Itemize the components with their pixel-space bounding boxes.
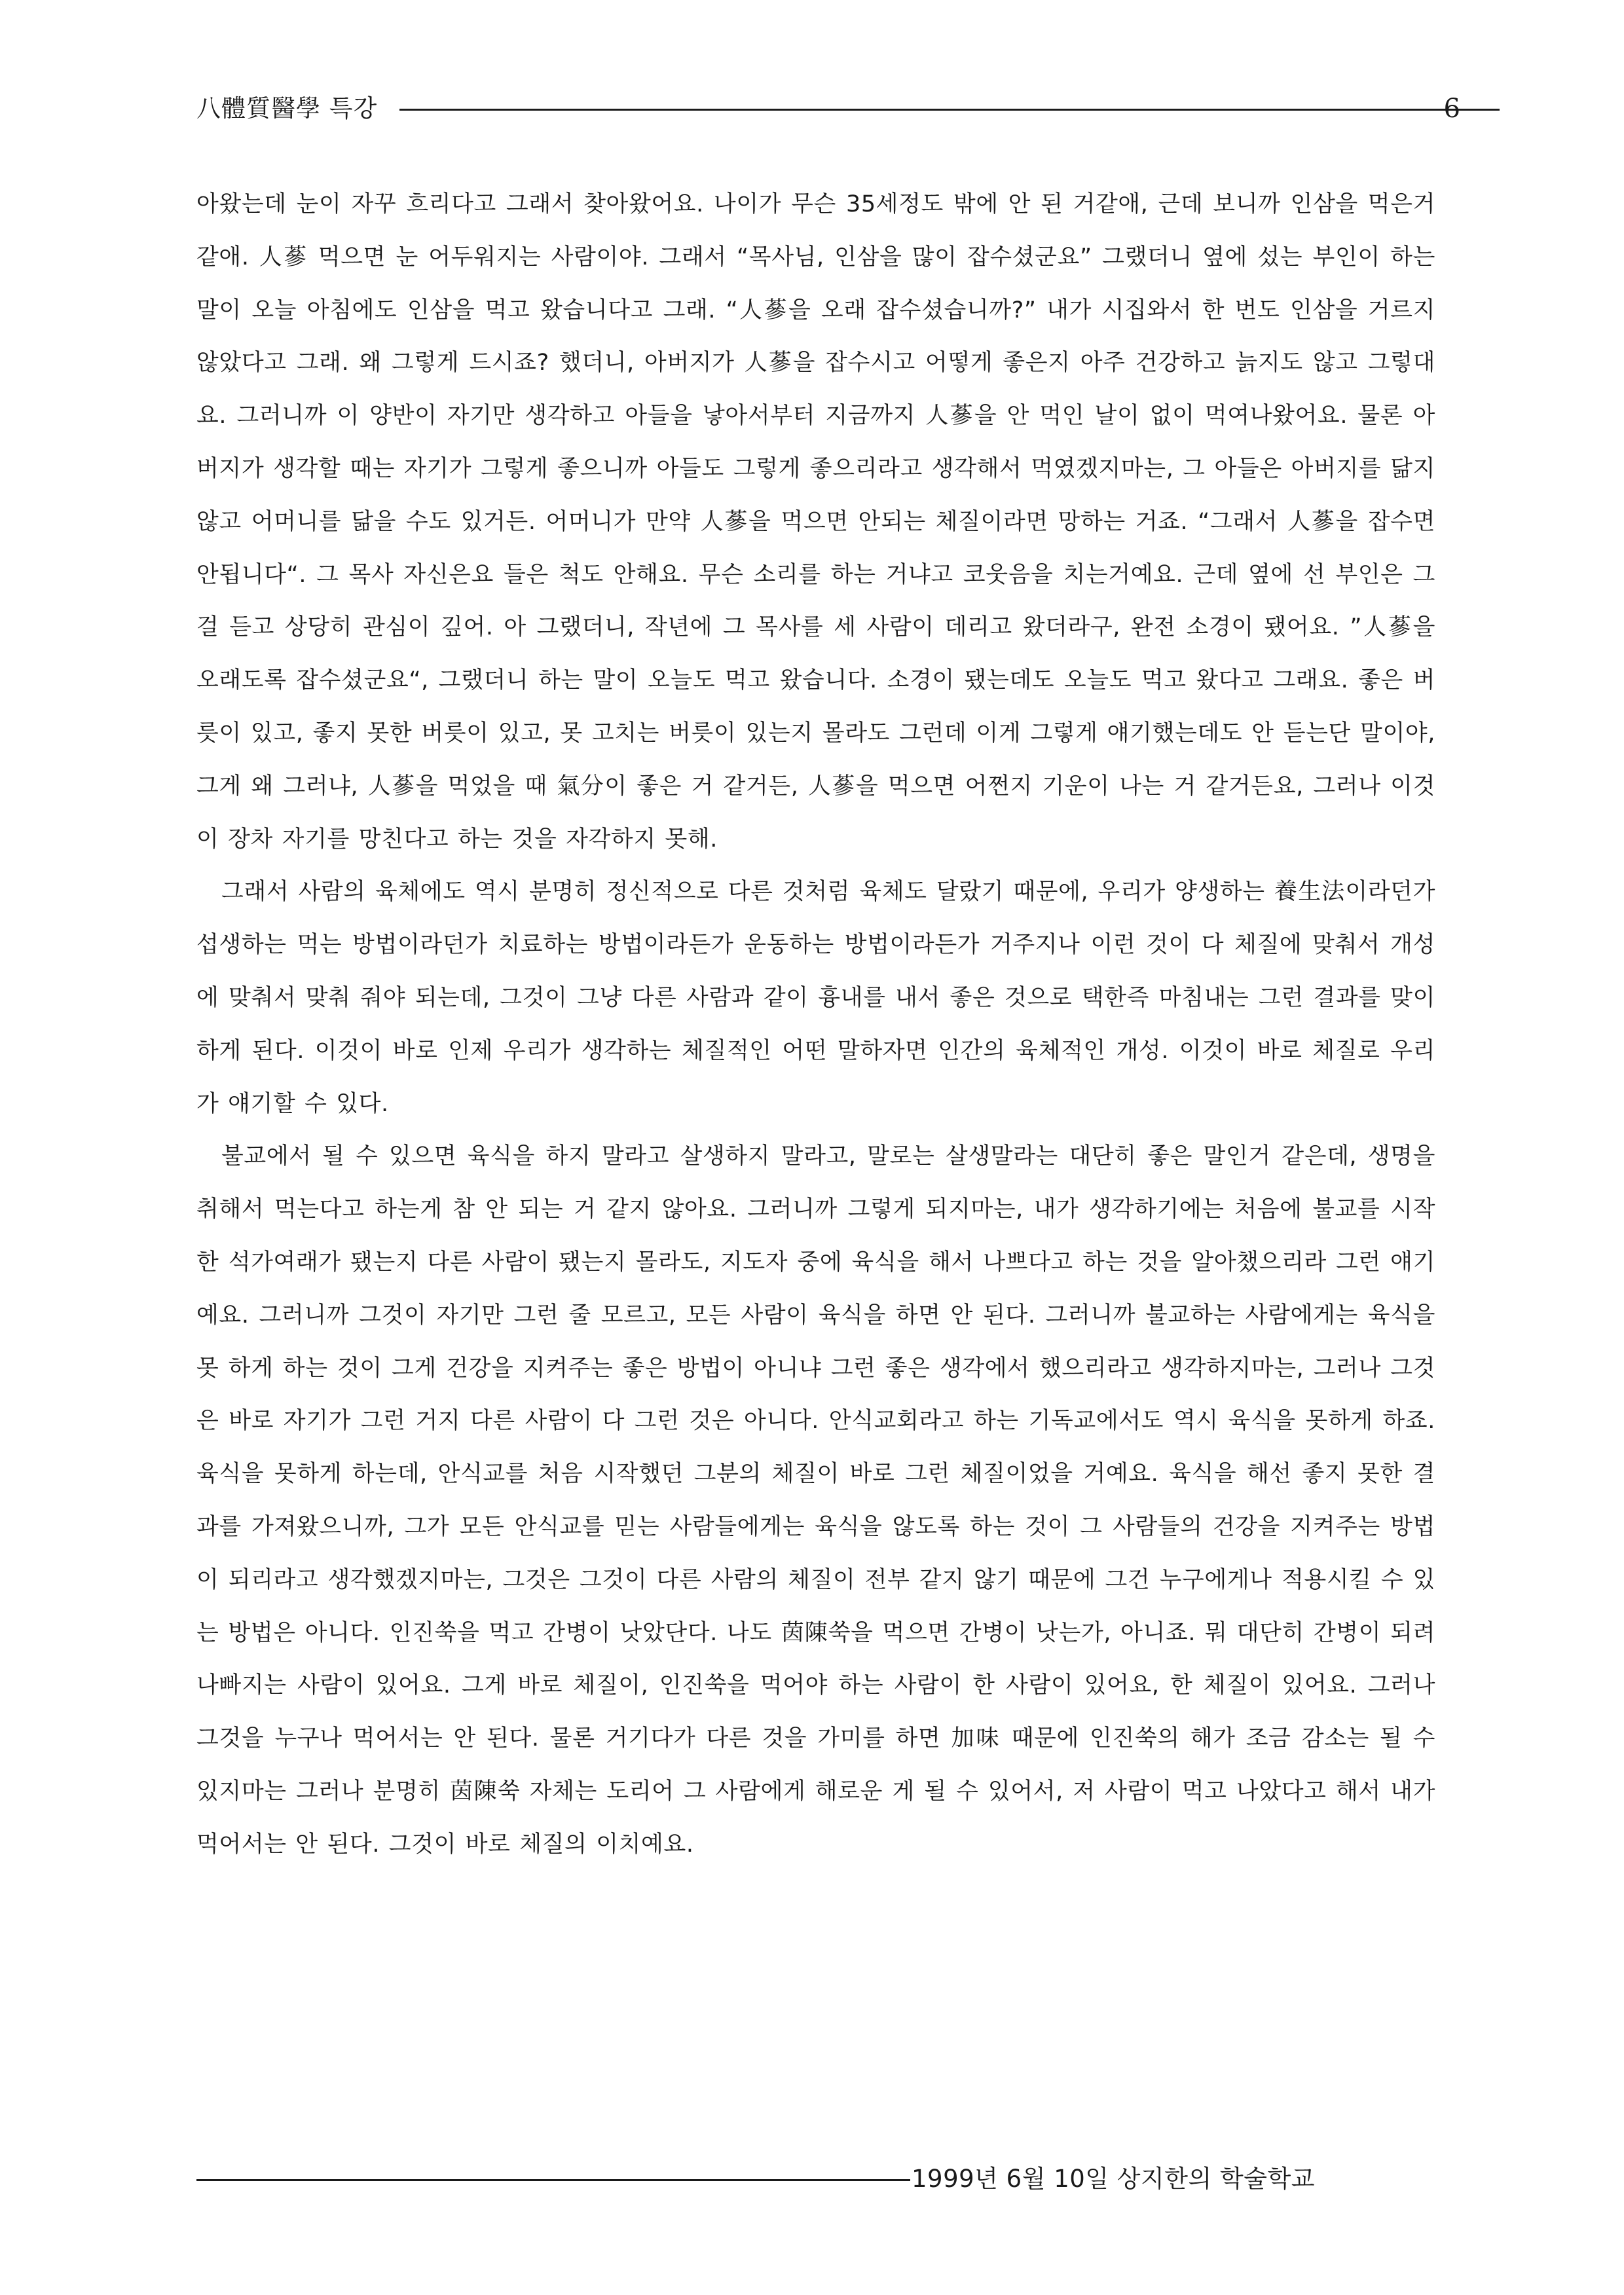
footer-text: 1999년 6월 10일 상지한의 학술학교: [912, 2165, 1315, 2193]
page-header: [196, 93, 1460, 132]
paragraph-2: 그래서 사람의 육체에도 역시 분명히 정신적으로 다른 것처럼 육체도 달랐기 때문에, 우리가 양생하는 養生法이라던가 섭생하는 먹는 방법이라던가 치료하는 방법이라든가 운동하는 방법이라든가 거주지나 이런 것이 다 체질에 맞춰서 개성에 맞춰서 맞춰 줘야 되는데, 그것이 그냥 다른 사람과 같이 흉내를 내서 좋은 것으로 택한즉 마침내는 그런 결과를 맞이하게 된다. 이것이 바로 인제 우리가 생각하는 체질적인 어떤 말하자면 인간의 육체적인 개성. 이것이 바로 체질로 우리가 얘기할 수 있다.: [196, 879, 1435, 1117]
paragraph-3: 불교에서 될 수 있으면 육식을 하지 말라고 살생하지 말라고, 말로는 살생말라는 대단히 좋은 말인거 같은데, 생명을 취해서 먹는다고 하는게 참 안 되는 거 같지 않아요. 그러니까 그렇게 되지마는, 내가 생각하기에는 처음에 불교를 시작한 석가여래가 됐는지 다른 사람이 됐는지 몰라도, 지도자 중에 육식을 해서 나쁘다고 하는 것을 알아챘으리라 그런 얘기예요. 그러니까 그것이 자기만 그런 줄 모르고, 모든 사람이 육식을 하면 안 된다. 그러니까 불교하는 사람에게는 육식을 못 하게 하는 것이 그게 건강을 지켜주는 좋은 방법이 아니냐 그런 좋은 생각에서 했으리라고 생각하지마는, 그러나 그것은 바로 자기가 그런 거지 다른 사람이 다 그런 것은 아니다. 안식교회라고 하는 기독교에서도 역시 육식을 못하게 하죠. 육식을 못하게 하는데, 안식교를 처음 시작했던 그분의 체질이 바로 그런 체질이었을 거예요. 육식을 해선 좋지 못한 결과를 가져왔으니까, 그가 모든 안식교를 믿는 사람들에게는 육식을 않도록 하는 것이 그 사람들의 건강을 지켜주는 방법이 되리라고 생각했겠지마는, 그것은 그것이 다른 사람의 체질이 전부 같지 않기 때문에 그건 누구에게나 적용시킬 수 있는 방법은 아니다. 인진쑥을 먹고 간병이 낫았단다. 나도 茵陳쑥을 먹으면 간병이 낫는가, 아니죠. 뭐 대단히 간병이 되려 나빠지는 사람이 있어요. 그게 바로 체질이, 인진쑥을 먹어야 하는 사람이 한 사람이 있어요, 한 체질이 있어요. 그러나 그것을 누구나 먹어서는 안 된다. 물론 거기다가 다른 것을 가미를 하면 加味 때문에 인진쑥의 해가 조금 감소는 될 수 있지마는 그러나 분명히 茵陳쑥 자체는 도리어 그 사람에게 해로운 게 될 수 있어서, 저 사람이 먹고 나았다고 해서 내가 먹어서는 안 된다. 그것이 바로 체질의 이치예요.: [196, 1143, 1435, 1858]
body-text: [196, 178, 1435, 1871]
header-rule: [399, 109, 1500, 111]
paragraph-1: 아왔는데 눈이 자꾸 흐리다고 그래서 찾아왔어요. 나이가 무슨 35세정도 밖에 안 된 거같애, 근데 보니까 인삼을 먹은거 같애. 人蔘 먹으면 눈 어두워지는 사람이야. 그래서 “목사님, 인삼을 많이 잡수셨군요” 그랬더니 옆에 섰는 부인이 하는 말이 오늘 아침에도 인삼을 먹고 왔습니다고 그래. “人蔘을 오래 잡수셨습니까?” 내가 시집와서 한 번도 인삼을 거르지 않았다고 그래. 왜 그렇게 드시죠? 했더니, 아버지가 人蔘을 잡수시고 어떻게 좋은지 아주 건강하고 늙지도 않고 그렇대요. 그러니까 이 양반이 자기만 생각하고 아들을 낳아서부터 지금까지 人蔘을 안 먹인 날이 없이 먹여나왔어요. 물론 아버지가 생각할 때는 자기가 그렇게 좋으니까 아들도 그렇게 좋으리라고 생각해서 먹였겠지마는, 그 아들은 아버지를 닮지 않고 어머니를 닮을 수도 있거든. 어머니가 만약 人蔘을 먹으면 안되는 체질이라면 망하는 거죠. “그래서 人蔘을 잡수면 안됩니다“. 그 목사 자신은요 들은 척도 안해요. 무슨 소리를 하는 거냐고 코웃음을 치는거예요. 근데 옆에 선 부인은 그걸 듣고 상당히 관심이 깊어. 아 그랬더니, 작년에 그 목사를 세 사람이 데리고 왔더라구, 완전 소경이 됐어요. ”人蔘을 오래도록 잡수셨군요“, 그랬더니 하는 말이 오늘도 먹고 왔습니다. 소경이 됐는데도 오늘도 먹고 왔다고 그래요. 좋은 버릇이 있고, 좋지 못한 버릇이 있고, 못 고치는 버릇이 있는지 몰라도 그런데 이게 그렇게 얘기했는데도 안 듣는단 말이야, 그게 왜 그러냐, 人蔘을 먹었을 때 氣分이 좋은 거 같거든, 人蔘을 먹으면 어쩐지 기운이 나는 거 같거든요, 그러나 이것이 장차 자기를 망친다고 하는 것을 자각하지 못해.: [196, 191, 1435, 853]
page-footer: [196, 2162, 1388, 2201]
footer-rule: [196, 2179, 910, 2181]
page-number: 6: [1443, 94, 1460, 124]
header-title: 八體質醫學 특강: [196, 93, 381, 124]
